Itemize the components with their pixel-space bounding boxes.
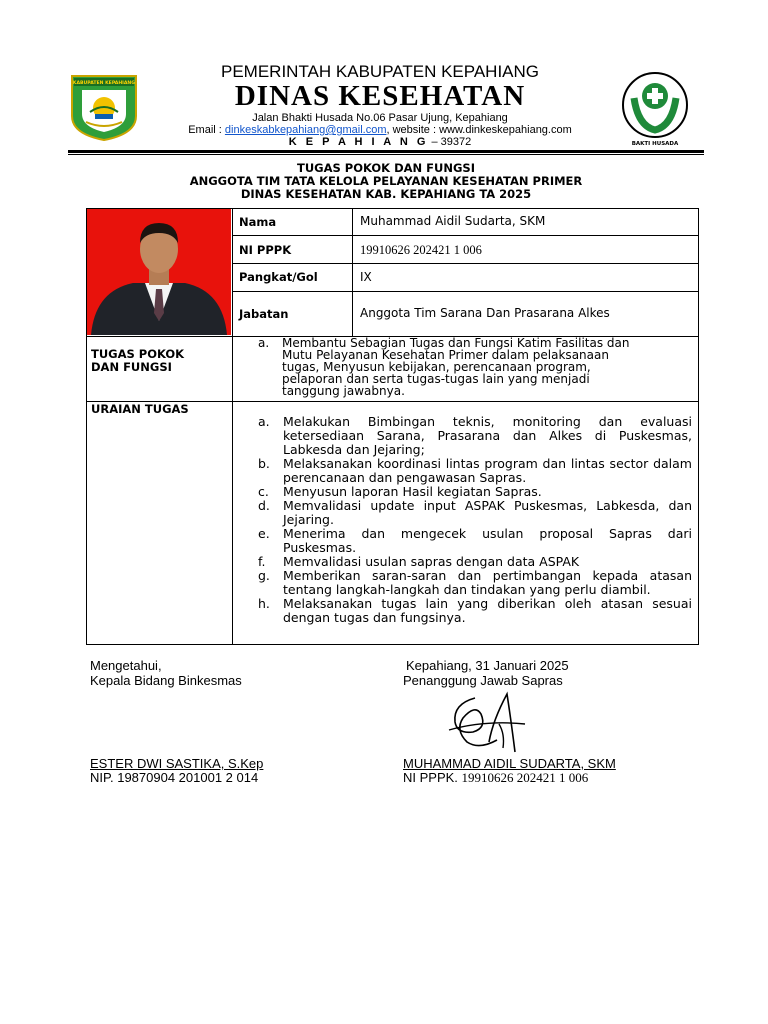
nip-number: 19910626 202421 1 006 [461, 770, 589, 785]
right-signer-nip [403, 770, 588, 785]
emblem-text: KABUPATEN KEPAHIANG [72, 81, 136, 86]
left-signer-title: Kepala Bidang Binkesmas [90, 673, 242, 688]
rank-value: IX [360, 270, 372, 284]
title-line-3: DINAS KESEHATAN KAB. KEPAHIANG TA 2025 [240, 187, 532, 201]
place-date: Kepahiang, 31 Januari 2025 [406, 658, 569, 673]
left-signer-nip: NIP. 19870904 201001 2 014 [90, 770, 259, 785]
right-signer-title: Penanggung Jawab Sapras [403, 673, 563, 688]
rank-label: Pangkat/Gol [239, 270, 318, 284]
acknowledged-label: Mengetahui, [90, 658, 162, 673]
handwritten-signature [445, 690, 535, 762]
position-value: Anggota Tim Sarana Dan Prasarana Alkes [360, 306, 610, 320]
list-marker: f. [258, 554, 266, 569]
government-name: PEMERINTAH KABUPATEN KEPAHIANG [220, 62, 540, 81]
tupoksi-line: tanggung jawabnya. [282, 384, 405, 398]
title-line-1: TUGAS POKOK DAN FUNGSI [297, 161, 475, 175]
nip-prefix: NI PPPK. [403, 770, 462, 785]
right-signer-name: MUHAMMAD AIDIL SUDARTA, SKM [403, 756, 616, 771]
emblem-caption: BAKTI HUSADA [631, 141, 679, 147]
agency-name: DINAS KESEHATAN [234, 80, 526, 112]
email-label: Email : [188, 124, 225, 136]
email-link[interactable]: dinkeskabkepahiang@gmail.com [224, 124, 387, 136]
left-signature-block [90, 658, 242, 688]
list-marker: h. [258, 596, 270, 611]
list-text: Melaksanakan koordinasi lintas program dan lintas sector dalam perencanaan dan pengawasan Sapras. [283, 456, 692, 485]
list-item [232, 485, 694, 499]
employee-photo [87, 209, 231, 335]
tupoksi-line: tugas, Menyusun kebijakan, perencanaan program, [282, 360, 591, 374]
bakti-husada-emblem [620, 68, 690, 148]
postal-code: – 39372 [428, 136, 472, 148]
list-text: Melaksanakan tugas lain yang diberikan oleh atasan sesuai dengan tugas dan fungsinya. [283, 596, 692, 625]
list-item [232, 527, 694, 555]
list-marker: d. [258, 498, 270, 513]
tupoksi-line: Mutu Pelayanan Kesehatan Primer dalam pelaksanaan [282, 348, 609, 362]
list-item [232, 499, 694, 527]
document-title [68, 162, 704, 201]
list-text: Memberikan saran-saran dan pertimbangan kepada atasan tentang langkah-langkah dan tindakan yang perlu diambil. [283, 568, 692, 597]
letterhead-rule-thick [68, 150, 704, 153]
position-label: Jabatan [239, 307, 289, 321]
list-marker: c. [258, 484, 269, 499]
city-postal [150, 136, 610, 148]
agency-address: Jalan Bhakti Husada No.06 Pasar Ujung, Kepahiang [252, 112, 508, 124]
right-signature-block [403, 658, 569, 688]
name-label: Nama [239, 215, 277, 229]
tupoksi-label [91, 348, 184, 374]
list-item [232, 555, 694, 569]
nip-label: NI PPPK [239, 243, 292, 257]
list-text: Memvalidasi update input ASPAK Puskesmas, Labkesda, dan Jejaring. [283, 498, 692, 527]
uraian-label: URAIAN TUGAS [91, 402, 189, 416]
list-text: Memvalidasi usulan sapras dengan data ASPAK [283, 554, 580, 569]
list-marker: a. [258, 414, 270, 429]
list-marker: e. [258, 526, 270, 541]
contact-line [110, 124, 650, 136]
nip-value: 19910626 202421 1 006 [360, 243, 482, 257]
name-value: Muhammad Aidil Sudarta, SKM [360, 214, 546, 228]
list-text: Menerima dan mengecek usulan proposal Sapras dari Puskesmas. [283, 526, 692, 555]
list-marker: g. [258, 568, 270, 583]
letterhead-rule-thin [68, 154, 704, 155]
list-item [232, 457, 694, 485]
tupoksi-label-line-2: DAN FUNGSI [91, 360, 172, 374]
website-text: www.dinkeskepahiang.com [439, 124, 572, 136]
city-name: K E P A H I A N G [288, 136, 429, 148]
tupoksi-line: pelaporan dan serta tugas-tugas lain yang menjadi [282, 372, 590, 386]
list-text: Melakukan Bimbingan teknis, monitoring dan evaluasi ketersediaan Sarana, Prasarana dan Alkes di Puskesmas, Labkesda dan Jejaring; [283, 414, 692, 457]
tupoksi-line: Membantu Sebagian Tugas dan Fungsi Katim Fasilitas dan [282, 336, 630, 350]
duty-table [86, 208, 699, 645]
list-marker: b. [258, 456, 270, 471]
list-item [232, 415, 694, 457]
list-item [232, 569, 694, 597]
website-label: , website : [386, 124, 440, 136]
tupoksi-marker: a. [258, 336, 270, 350]
list-text: Menyusun laporan Hasil kegiatan Sapras. [283, 484, 542, 499]
uraian-list [232, 415, 694, 625]
left-signer-name: ESTER DWI SASTIKA, S.Kep [90, 756, 264, 771]
list-item [232, 597, 694, 625]
title-line-2: ANGGOTA TIM TATA KELOLA PELAYANAN KESEHATAN PRIMER [189, 174, 583, 188]
tupoksi-label-line-1: TUGAS POKOK [91, 347, 185, 361]
